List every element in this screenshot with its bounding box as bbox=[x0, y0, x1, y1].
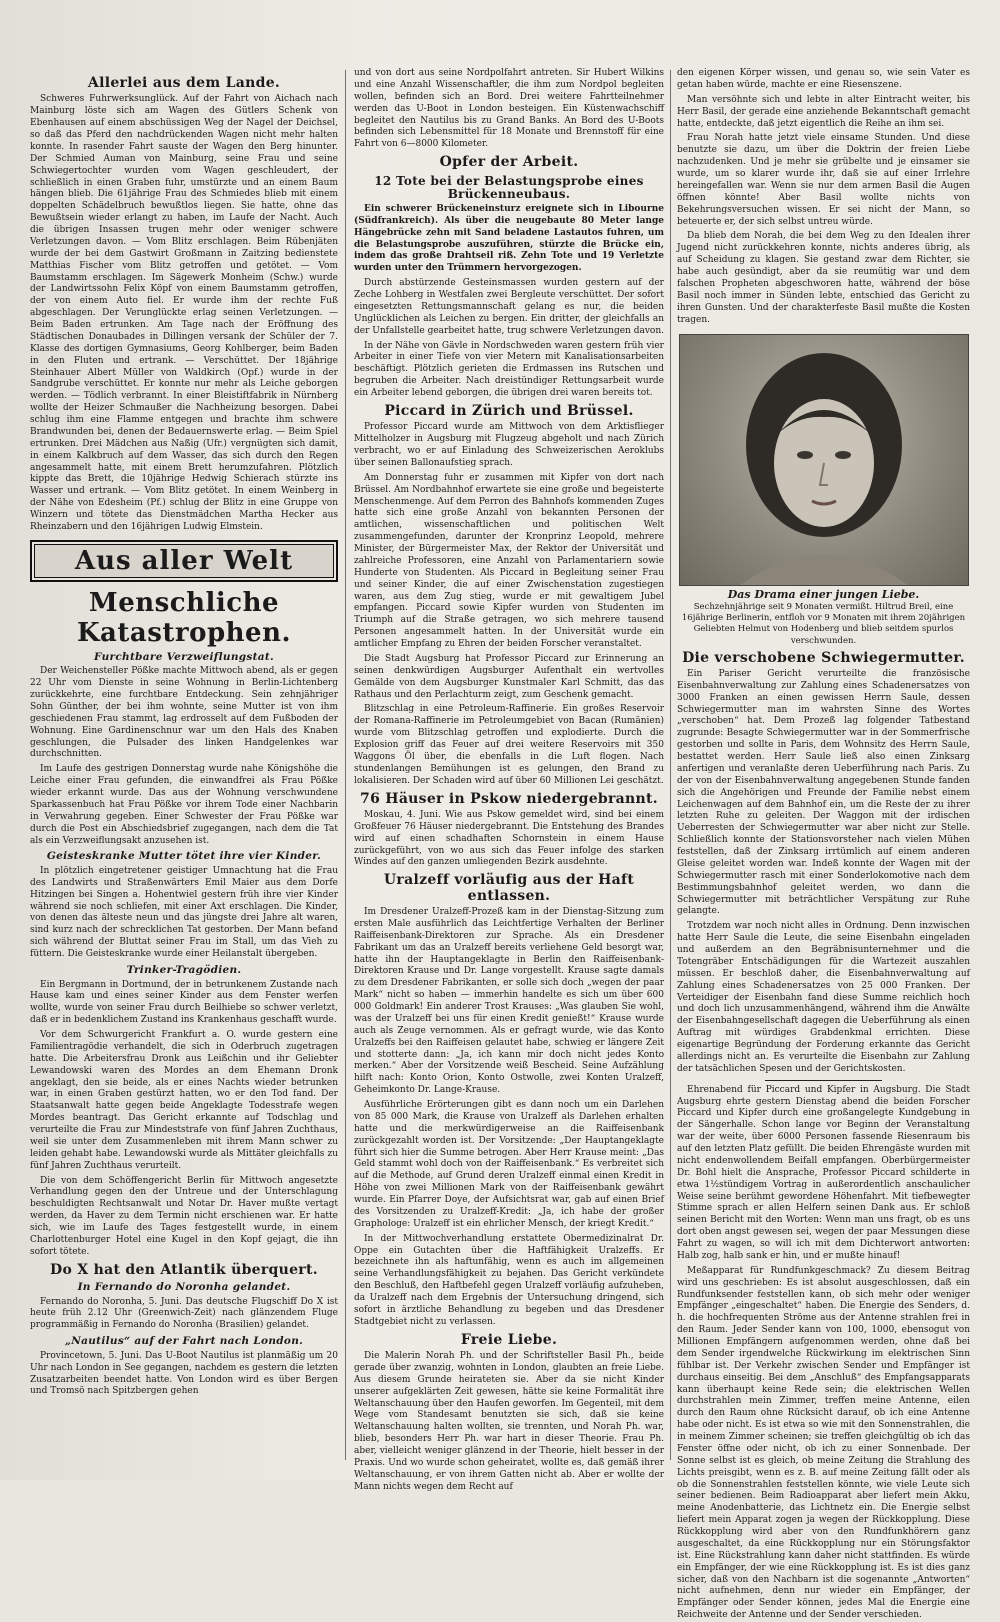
article-trinker-2: Vor dem Schwurgericht Frankfurt a. O. wurde gestern eine Familientragödie verhandelt, die sich in Oderbruch zugetragen hatte. Die Arbeitersfrau Dronk aus Leißchin und ihr Geliebter Lewandowski waren des Mordes an dem Ehemann Dronk angeklagt, den sie beide, als er eines Nachts wieder betrunken war, in einen Graben gestürzt hatten, wo er den Tod fand. Der Staatsanwalt hatte gegen beide Angeklagte Todesstrafe wegen Mordes beantragt. Das Gericht erkannte auf Todschlag und verurteilte die Frau zur Mindeststrafe von fünf Jahren Zuchthaus, weil sie unter dem Zusammenleben mit ihrem Mann schwer zu leiden gehabt habe. Lewandowski wurde als Mittäter gleichfalls zu fünf Jahren Zuchthaus verurteilt. bbox=[30, 1030, 338, 1171]
article-schwiegermutter-1: Ein Pariser Gericht verurteilte die französische Eisenbahnverwaltung zur Zahlung eines Schadenersatzes von 3000 Franken an einen gewissen Herrn Saule, dessen Schwiegermutter man im wahrsten Sinne des Wortes „verschoben“ hat. Dem Prozeß lag folgender Tatbestand zugrunde: Besagte Schwiegermutter war in der Sommerfrische gestorben und sollte in Paris, dem Wohnsitz des Herrn Saule, bestattet werden. Herr Saule ließ also einen Zinksarg anfertigen und veranlaßte deren Ueberführung nach Paris. Zu der von der Eisenbahnverwaltung angegebenen Stunde fanden sich die Angehörigen und Freunde der Familie nebst einem Leichenwagen auf dem Bahnhof ein, um die Reste der zu ihrer letzten Ruhe zu geleiten. Der Waggon mit der irdischen Ueberresten der Schwiegermutter war aber nicht zur Stelle. Schließlich konnte der Stationsvorsteher nach vielen Mühen feststellen, daß der Zinksarg irrtümlich auf einem anderen Gleise geleitet worden war. Indeß konnte der Wagen mit der Schwiegermutter rasch mit einer Sonderlokomotive nach dem Bestimmungsbahnhof geleitet werden, wo dann die Schwiegermutter mit beträchtlicher Verspätung zur Ruhe gelangte. bbox=[677, 668, 970, 917]
divider bbox=[765, 1080, 882, 1081]
section-box-heading: Aus aller Welt bbox=[30, 540, 338, 582]
column-rule bbox=[670, 70, 671, 1460]
subheading-trinker: Trinker-Tragödien. bbox=[126, 963, 242, 976]
article-ehrenabend: Ehrenabend für Piccard und Kipfer in Augsburg. Die Stadt Augsburg ehrte gestern Dienstag abend die beiden Forscher Piccard und Kipfer durch eine großangelegte Kundgebung in der Sängerhalle. Schon lange vor Beginn der Veranstaltung war der weite, über 6000 Personen fassende Riesenraum bis auf den letzten Platz gefüllt. Die beiden Ehrengäste wurden mit nicht endenwollendem Beifall empfangen. Oberbürgermeister Dr. Bohl hielt die Ansprache, Professor Piccard schilderte in etwa 1½stündigem Vortrag in außerordentlich anschaulicher Weise seine berühmt gewordene Höhenfahrt. Mit tiefbewegter Stimme sprach er allen Helfern seinen Dank aus. Er schloß seinen Bericht mit den Worten: Wenn man uns fragt, ob es uns dort oben angst gewesen sei, wegen der paar Messungen diese Fahrt zu wagen, so will ich mit dem Dichterwort antworten: Halb zog, halb sank er hin, und er mußte hinauf! bbox=[677, 1084, 970, 1261]
article-mutter: In plötzlich eingetretener geistiger Umnachtung hat die Frau des Landwirts und Straßenwärters Emil Maier aus dem Dorfe Hitzingen bei Singen a. Hohentwiel gestern früh ihre vier Kinder während sie noch schliefen, mit einer Axt erschlagen. Die Kinder, von denen das älteste neun und das jüngste drei Jahre alt waren, sind kurz nach der schrecklichen Tat gestorben. Der Mann befand sich während der Bluttat seiner Frau im Stall, um das Vieh zu füttern. Die Geisteskranke wurde einer Heilanstalt übergeben. bbox=[30, 865, 338, 960]
heading-pskow: 76 Häuser in Pskow niedergebrannt. bbox=[360, 790, 658, 807]
article-oppe: In der Mittwochverhandlung erstattete Obermedizinalrat Dr. Oppe ein Gutachten über die Haftfähigkeit Uralzeffs. Er bezeichnete ihn als haftunfähig, wenn es auch im allgemeinen seine Verhandlungsfähigkeit zu bejahen. Das Gericht verkündete den Beschluß, den Haftbefehl gegen Uralzeff vorläufig aufzuheben, da Uralzeff nach dem Ergebnis der Untersuchung dringend, sich sofort in ärztliche Behandlung zu begeben und das Dresdener Stadtgebiet nicht zu verlassen. bbox=[354, 1233, 664, 1327]
article-do-x: Fernando do Noronha, 5. Juni. Das deutsche Flugschiff Do X ist heute früh 2.12 Uhr (Greenwich-Zeit) nach glänzendem Fluge programmäßig in Fernando do Noronha (Brasilien) gelandet. bbox=[30, 1296, 338, 1331]
article-freie-liebe-2: Man versöhnte sich und lebte in alter Eintracht weiter, bis Herr Basil, der gerade eine anziehende Bekanntschaft gemacht hatte, entdeckte, daß jetzt eigentlich die Reihe an ihm sei. bbox=[677, 94, 970, 129]
photo-caption-title: Das Drama einer jungen Liebe. bbox=[727, 588, 920, 602]
article-unfall: Schweres Fuhrwerksunglück. Auf der Fahrt von Aichach nach Mainburg löste sich am Wagen des Gütlers Schenk von Ebenhausen auf einem abschüssigen Weg der Nagel der Deichsel, so daß das Pferd den nachdrückenden Wagen nicht mehr halten konnte. In rasender Fahrt sauste der Wagen den Berg hinunter. Der Schmied Auman von Mainburg, seine Frau und seine Schwiegertochter wurden vom Wagen geschleudert, der schließlich in einen Graben fuhr, umstürzte und an einem Baum hängen blieb. Die 61jährige Frau des Schmiedes blieb mit einem doppelten Schädelbruch bewußtlos liegen. Sie hatte, ohne das Bewußtsein wieder erlangt zu haben, im Laufe der Nacht. Auch die übrigen Insassen trugen mehr oder weniger schwere Verletzungen davon. — Vom Blitz erschlagen. Beim Rübenjäten wurde der bei dem Gastwirt Großmann in Zaitzing bedienstete Matthias Fischer vom Blitz getroffen und getötet. — Vom Baumstamm erschlagen. Im Sägewerk Monheim (Schw.) wurde der Landwirtssohn Felix Köpf von einem Baumstamm getroffen, der von einem Auto fiel. Er wurde ihm der rechte Fuß abgeschlagen. Der Verunglückte erlag seinen Verletzungen. — Beim Baden ertrunken. Am Tage nach der Eröffnung des Städtischen Donaubades in Dillingen versank der Schüler der 7. Klasse des dortigen Gymnasiums, Georg Kohlberger, beim Baden in den Fluten und ertrank. — Verschüttet. Der 18jährige Steinhauer Albert Müller von Waldkirch (Opf.) wurde in der Sandgrube verschüttet. Er konnte nur mehr als Leiche geborgen werden. — Tödlich verbrannt. In einer Bleistiftfabrik in Nürnberg wollte der Heizer Schmaußer die Nachheizung besorgen. Dabei schlug ihm eine Flamme entgegen und brachte ihm schwere Brandwunden bei, denen der Bedauernswerte erlag. — Beim Spiel ertrunken. Drei Mädchen aus Naßig (Ufr.) vergnügten sich damit, in einem Kalkbruch auf dem Wasser, das sich durch den Regen angesammelt hatte, mit einem Brett herumzufahren. Plötzlich kippte das Brett, die 10jährige Hedwig Schierach stürzte ins Wasser und ertrank. — Vom Blitz getötet. In einem Weinberg in der Nähe von Edesheim (Pf.) schlug der Blitz in eine Gruppe von Winzern und tötete das Dienstmädchen Martha Hecker aus Rheinzabern und den 16jährigen Ludwig Elmstein. bbox=[30, 94, 338, 532]
article-pskow: Moskau, 4. Juni. Wie aus Pskow gemeldet wird, sind bei einem Großfeuer 76 Häuser niedergebrannt. Die Entstehung des Brandes wird auf einen schadhaften Schornstein in einem Hause zurückgeführt, von wo aus sich das Feuer infolge des starken Windes auf den ganzen umliegenden Bezirk ausdehnte. bbox=[354, 809, 664, 868]
article-nautilus: Provincetown, 5. Juni. Das U-Boot Nautilus ist planmäßig um 20 Uhr nach London in See gegangen, nachdem es gestern die letzten Zusatzarbeiten beendet hatte. Von London wird es über Bergen und Tromsö nach Spitzbergen gehen bbox=[30, 1350, 338, 1397]
article-freie-liebe: Die Malerin Norah Ph. und der Schriftsteller Basil Ph., beide gerade über zwanzig, wohnten in London, glaubten an freie Liebe. Aus diesem Grunde heirateten sie. Aber da sie nicht Kinder unserer aufgeklärten Zeit gewesen, hätte sie keine Formalität ihre Weltanschauung über den Haufen geworfen. Im Gegenteil, mit dem Wege vom Standesamt benutzten sie sich, daß sie keine Weltanschauung halten wollten, sie trennten, und Norah Ph. war, blieb, besonders Herr Ph. war hart in dieser Theorie. Frau Ph. aber, vielleicht weniger glänzend in der Theorie, hielt besser in der Praxis. Und wo wurde schon geheiratet, wollte es, daß gemäß ihrer Weltanschauung, er von ihrem Gatten nicht ab. Aber er wollte der Mann nichts wegen dem Recht auf bbox=[354, 1351, 664, 1492]
article-freie-liebe-3: Frau Norah hatte jetzt viele einsame Stunden. Und diese benutzte sie dazu, um über die Doktrin der freien Liebe nachzudenken. Und je mehr sie grübelte und je einsamer sie wurde, um so klarer wurde ihr, daß sie auf einer Irrlehre hereingefallen war. Wenn sie nur dem armen Basil die Augen öffnen könnte! Aber Basil wollte nichts von Bekehrungsversuchen wissen. Er sei nicht der Mann, so beteuerte er, der sich selbst untreu würde. bbox=[677, 133, 970, 227]
heading-uralzeff: Uralzeff vorläufig aus der Haft entlassen. bbox=[383, 872, 635, 904]
photo-caption: Sechzehnjährige seit 9 Monaten vermißt. Hiltrud Breil, eine 16jährige Berlinerin, entfloh vor 9 Monaten mit ihrem 20jährigen Geliebten Helmut von Hodenberg und blieb seitdem spurlos verschwunden. bbox=[681, 602, 966, 646]
article-verzweiflung-1: Der Weichensteller Pößke machte Mittwoch abend, als er gegen 22 Uhr vom Dienste in seine Wohnung in Berlin-Lichtenberg zurückkehrte, eine furchtbare Entdeckung. Sein zehnjähriger Sohn Günther, der bei ihm wohnte, seine Mutter ist von ihm geschiedenen Frau stammt, lag erdrosselt auf dem Fußboden der Wohnung. Eine Gardinenschnur war um den Hals des Knaben geschlungen, die Pulsader des linken Handgelenkes war durchschnitten. bbox=[30, 666, 338, 760]
column-left bbox=[30, 68, 338, 1464]
subheading-nautilus: „Nautilus“ auf der Fahrt nach London. bbox=[64, 1335, 304, 1348]
article-opfer-2: Durch abstürzende Gesteinsmassen wurden gestern auf der Zeche Lohberg in Westfalen zwei Bergleute verschüttet. Der sofort eingesetzten Rettungsmannschaft gelang es nur, die beiden Unglücklichen als Leichen zu bergen. Ein dritter, der gleichfalls an der Unfallstelle gearbeitet hatte, trug schwere Verletzungen davon. bbox=[354, 278, 664, 336]
column-middle bbox=[354, 68, 664, 1492]
article-opfer-3: In der Nähe von Gävle in Nordschweden waren gestern früh vier Arbeiter in einer Tiefe von vier Metern mit Kanalisationsarbeiten beschäftigt. Plötzlich gerieten die Erdmassen ins Rutschen und begruben die Arbeiter. Nach dreistündiger Rettungsarbeit wurde ein Arbeiter lebend geborgen, die übrigen drei waren bereits tot. bbox=[354, 340, 664, 399]
heading-piccard: Piccard in Zürich und Brüssel. bbox=[384, 402, 634, 419]
heading-allerlei: Allerlei aus dem Lande. bbox=[87, 75, 281, 91]
article-uralzeff-1: Im Dresdener Uralzeff-Prozeß kam in der Dienstag-Sitzung zum ersten Male ausführlich das Leichtfertige Verhalten der Berliner Raiffeisenbank-Direktoren zur Sprache. Als ein Dresdener Fabrikant um das an Uralzeff bereits verliehene Geld besorgt war, hatte ihn der Hauptangeklagte in Berlin den Raiffeisenbank-Direktoren Krause und Dr. Lange vorgestellt. Krause sagte damals zu dem Dresdener Fabrikanten, er solle sich doch „wegen der paar Mark“ nicht so haben — immerhin handelte es sich um über 600 000 Goldmark! Ein anderer Trost Krauses: „Was glauben Sie wohl, was der Uralzeff bei uns für einen Kredit genießt!“ Krause wurde auch als Zeuge vernommen. Als er gefragt wurde, wie das Konto Uralzeffs bei den Raiffeisen gelautet habe, schwieg er längere Zeit und stotterte dann: „Ja, ich kann mir doch nicht jedes Konto merken.“ Aber der Vorsitzende weiß Bescheid. Seine Aufzählung hilft nach: Konto Orion, Konto Ostwolle, zwei Konten Uralzeff, Geheimkonto Dr. Lange-Krause. bbox=[354, 907, 664, 1096]
article-rundfunk: Meßapparat für Rundfunkgeschmack? Zu diesem Beitrag wird uns geschrieben: Es ist absolut ausgeschlossen, daß ein Rundfunksender feststellen kann, ob sich mehr oder weniger Empfänger „eingeschaltet“ haben. Die Energie des Senders, d. h. die hochfrequenten Ströme aus der Antenne strahlen frei in den Raum. Jeder Sender kann von 100, 1000, ebensogut von Millionen Empfängern aufgenommen werden, ohne daß bei dem Sender irgendwelche Rückwirkung im elektrischen Sinn fühlbar ist. Der Verkehr zwischen Sender und Empfänger ist durchaus einseitig. Bei dem „Anschluß“ des Empfangsapparats kann überhaupt keine Rede sein; die elektrischen Wellen durchstrahlen mein Zimmer, treffen meine Antenne, eilen durch den Raum ohne Rücksicht darauf, ob ich eine Antenne habe oder nicht. Es ist etwa so wie mit den Sonnenstrahlen, die in meinem Zimmer scheinen; sie treffen gleichgültig ob ich das Fenster öffne oder nicht, ob ich zu einer Sonnenbade. Der Sonne selbst ist es gleich, ob meine Zeitung die Strahlung des Lichts preisgibt, wenn es z. B. auf meine Zeitung fällt oder als ob die Sonnenstrahlen feststellen könnte, wie viele Leute sich seiner bedienen. Beim Radioapparat aber liefert mein Akku, meine Anodenbatterie, das Lichtnetz ein. Die Energie selbst liefert mein Apparat zogen ja wegen der Rückkopplung. Diese Rückkopplung wird aber von den Rundfunkhörern ganz ausgeschaltet, da eine Rückkopplung nur ein Störungsfaktor ist. Eine Rückstrahlung kann daher nicht stattfinden. Es würde ein Empfänger, der wie eine Rückkopplung ist. Es ist dies ganz sicher, daß von den Nachbarn ist die sogenannte „Antworten“ nicht aufnehmen, denn nur wieder ein Empfänger, der Empfänger oder Sender können, jedes Mal die Energie eine Reichweite der Antenne und der Sender verschieden. bbox=[677, 1265, 970, 1621]
portrait-photo bbox=[679, 334, 969, 586]
column-rule bbox=[345, 70, 346, 1460]
heading-schwiegermutter: Die verschobene Schwiegermutter. bbox=[682, 649, 965, 666]
subheading-opfer: 12 Tote bei der Belastungsprobe eines Brückenneubaus. bbox=[374, 173, 644, 201]
article-nautilus-continued: und von dort aus seine Nordpolfahrt antreten. Sir Hubert Wilkins und eine Anzahl Wissenschaftler, die ihm zum Nordpol begleiten wollen, befinden sich an Bord. Drei weitere Fahrtteilnehmer werden das U-Boot in London besteigen. Ein Küstenwachschiff begleitet den Nautilus bis zu Grand Banks. An Bord des U-Boots befinden sich Lebensmittel für 18 Monate und Brennstoff für eine Fahrt von 6—8000 Kilometer. bbox=[354, 68, 664, 150]
article-schwiegermutter-2: Trotzdem war noch nicht alles in Ordnung. Denn inzwischen hatte Herr Saule die Leute, die seine Eisenbahn eingeladen und außerdem an den Begräbnisunternehmer und die Totengräber Entschädigungen für die Wartezeit auszahlen müssen. Er beschloß daher, die Eisenbahnverwaltung auf Zahlung eines Schadenersatzes von 25 000 Franken. Der Verteidiger der Eisenbahn fand diese Summe reichlich hoch und doch lich unzusammenhängend, während ihm die Anwälte der Eisenbahngesellschaft dagegen die Ueberführung als einen Auftrag mit würdiges Grabdenkmal errichten. Diese eigenartige Begründung der Forderung erkannte das Gericht allerdings nicht an. Es verurteilte die Eisenbahn zur Zahlung der tatsächlichen Spesen und der Gerichtskosten. bbox=[677, 921, 970, 1074]
article-opfer-lead: Ein schwerer Brückeneinsturz ereignete sich in Libourne (Südfrankreich). Als über die neugebaute 80 Meter lange Hängebrücke zehn mit Sand beladene Lastautos fuhren, um die Belastungsprobe auszuführen, stürzte die Brücke ein, indem das große Drahtseil riß. Zehn Tote und 19 Verletzte wurden unter den Trümmern hervorgezogen. bbox=[354, 203, 664, 274]
column-right bbox=[677, 68, 970, 1621]
article-piccard-2: Am Donnerstag fuhr er zusammen mit Kipfer von dort nach Brüssel. Am Nordbahnhof erwartete sie eine große und begeisterte Menschenmenge. Auf dem Perron des Bahnhofs kommenden Zuges hatte sich eine große Anzahl von bekannten Personen der amtlichen, wissenschaftlichen und politischen Welt zusammengefunden, darunter der Kronprinz Leopold, mehrere Minister, der Bürgermeister Max, der Rektor der Universität und zahlreiche Professoren, eine Anzahl von Parlamentariern sowie Hunderte von Studenten. Als Piccard in Begleitung seiner Frau und seiner Kinder, die auf einer Zwischenstation zugestiegen waren, aus dem Zug stieg, wurde er mit gewaltigem Jubel empfangen. Piccard sowie Kipfer wurden von Studenten im Triumph auf die Straße getragen, wo sich mehrere tausend Personen angesammelt hatten. In der Universität wurde ein amtlicher Empfang zu Ehren der beiden Forscher veranstaltet. bbox=[354, 472, 664, 650]
article-uralzeff-2: Ausführliche Erörterungen gibt es dann noch um ein Darlehen von 85 000 Mark, die Krause von Uralzeff als Darlehen erhalten hatte und die merkwürdigerweise an die Raiffeisenbank zurückgezahlt worden ist. Der Vorsitzende: „Der Hauptangeklagte führt sich hier die Summe betrogen. Aber Herr Krause meint: „Das Geld stammt wohl doch von der Raiffeisenbank.“ Es verbreitet sich auf die Methode, auf Grund deren Uralzeff einmal einen Kredit in Höhe von zwei Millionen Mark von der Raiffeisenbank gewährt wurde. Ein Pfarrer Doye, der Aufsichtsrat war, gab auf einen Brief des Vorsitzenden zu Uralzeff-Kredit: „Ja, ich habe der großer Graphologe: Uralzeff ist ein ehrlicher Mensch, der kriegt Kredit.“ bbox=[354, 1100, 664, 1229]
main-headline: Menschliche Katastrophen. bbox=[76, 587, 292, 648]
article-verzweiflung-2: Im Laufe des gestrigen Donnerstag wurde nahe Königshöhe die Leiche einer Frau gefunden, die einwandfrei als Frau Pößke wieder erkannt wurde. Das aus der Wohnung verschwundene Sparkassenbuch hat Frau Pößke vor ihrem Tode einer Nachbarin in Verwahrung gegeben. Einer Schwester der Frau Pößke war durch die Post ein Abschiedsbrief zugegangen, nach dem die Tat als ein Verzweiflungsakt anzusehen ist. bbox=[30, 764, 338, 846]
article-trinker-1: Ein Bergmann in Dortmund, der in betrunkenem Zustande nach Hause kam und eines seiner Kinder aus dem Fenster werfen wollte, wurde von seiner Frau durch Beilhiebe so schwer verletzt, daß er in bedenklichem Zustand ins Krankenhaus geschafft wurde. bbox=[30, 979, 338, 1026]
article-piccard-3: Die Stadt Augsburg hat Professor Piccard zur Erinnerung an seinen denkwürdigen Augsburger Aufenthalt ein wertvolles Gemälde von dem Augsburger Kunstmaler Karl Schmitt, das das Rathaus und den Perlachturm zeigt, zum Geschenk gemacht. bbox=[354, 653, 664, 700]
subheading-do-x: In Fernando do Noronha gelandet. bbox=[77, 1281, 291, 1294]
article-schoeffengericht: Die von dem Schöffengericht Berlin für Mittwoch angesetzte Verhandlung gegen den der Untreue und der Unterschlagung beschuldigten Rechtsanwalt und Notar Dr. Haver mußte vertagt werden, da Haver zu dem Termin nicht erschienen war. Er hatte sich, wie im Laufe des Tages festgestellt wurde, in einem Charlottenburger Hotel eine Kugel in den Kopf gejagt, die ihn sofort tötete. bbox=[30, 1175, 338, 1257]
portrait-image-icon bbox=[680, 335, 968, 585]
heading-freie-liebe: Freie Liebe. bbox=[460, 1331, 558, 1348]
article-freie-liebe-continued: den eigenen Körper wissen, und genau so, wie sein Vater es getan haben würde, machte er eine Riesenszene. bbox=[677, 68, 970, 90]
heading-opfer: Opfer der Arbeit. bbox=[439, 154, 579, 171]
heading-do-x: Do X hat den Atlantik überquert. bbox=[50, 1261, 318, 1278]
article-freie-liebe-4: Da blieb dem Norah, die bei dem Weg zu den Idealen ihrer Jugend nicht zurückkehren konnte, nichts anderes übrig, als auf Scheidung zu klagen. Sie gestand zwar dem Richter, sie habe auch gesündigt, aber da sie reumütig war und dem falschen Propheten abgeschworen hatte, während der böse Basil noch immer in Sünden lebte, entschied das Gericht zu ihren Gunsten. Und der charakterfeste Basil mußte die Kosten tragen. bbox=[677, 231, 970, 325]
article-piccard-1: Professor Piccard wurde am Mittwoch von dem Arktisflieger Mittelholzer in Augsburg mit Flugzeug abgeholt und nach Zürich verbracht, wo er auf Einladung des Schweizerischen Aeroklubs über seinen Ballonaufstieg sprach. bbox=[354, 422, 664, 468]
subheading-mutter: Geisteskranke Mutter tötet ihre vier Kinder. bbox=[46, 850, 322, 863]
article-blitzschlag: Blitzschlag in eine Petroleum-Raffinerie. Ein großes Reservoir der Romana-Raffinerie im Petroleumgebiet von Bacan (Rumänien) wurde vom Blitzschlag getroffen und explodierte. Durch die Explosion griff das Feuer auf drei weitere Reservoirs mit 350 Waggons Öl über, die ebenfalls in die Luft flogen. Nach stundenlangen Bemühungen ist es gelungen, den Brand zu lokalisieren. Der Schaden wird auf über 60 Millionen Lei geschätzt. bbox=[354, 704, 664, 786]
subheading-verzweiflung: Furchtbare Verzweiflungstat. bbox=[94, 650, 274, 663]
